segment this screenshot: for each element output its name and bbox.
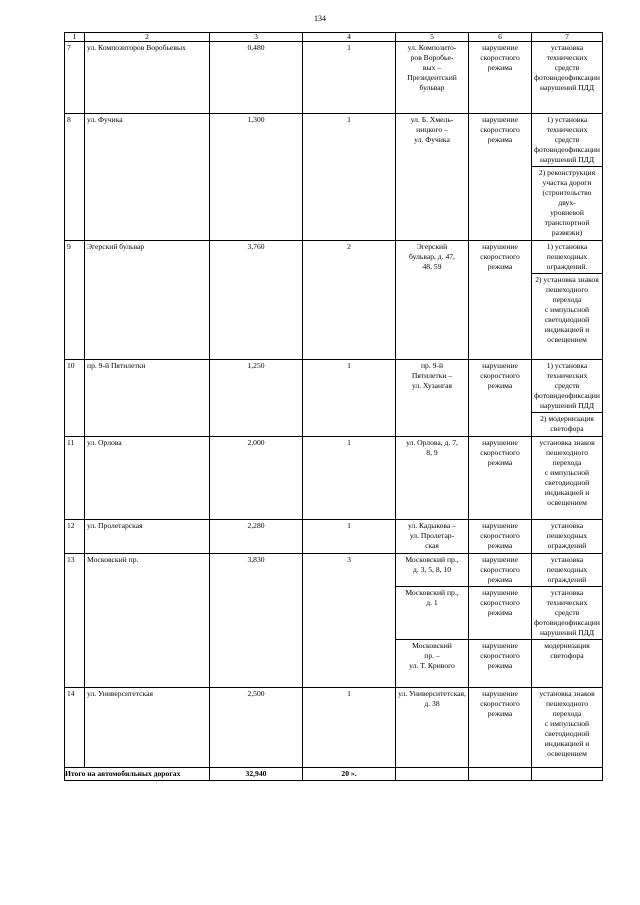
row-number-cell: 12 [65,520,85,554]
violation-cell: нарушение скоростного режима [469,437,532,520]
measure-cell: модернизация светофора [532,640,603,688]
header-cell: 6 [469,33,532,42]
table-row [65,554,603,587]
count-cell: 1 [303,360,396,437]
place-cell: ул. Орлова, д. 7, 8, 9 [396,437,469,520]
street-cell: Эгерский бульвар [85,241,210,360]
count-cell: 3 [303,554,396,688]
row-number-cell: 13 [65,554,85,688]
place-cell: ул. Б. Хмель- ницкого – ул. Фучика [396,114,469,241]
place-cell: пр. 9-й Пятилетки – ул. Хузангая [396,360,469,437]
table-row [65,42,603,114]
violation-cell: нарушение скоростного режима [469,640,532,688]
empty-cell [469,768,532,781]
table-row [65,437,603,520]
street-cell: ул. Университетская [85,688,210,768]
measure-cell: 2) установка знаков пешеходного перехода с импульсной светодиодной индикацией и освещением [532,274,603,360]
street-cell: пр. 9-й Пятилетки [85,360,210,437]
table-row [65,241,603,274]
place-cell: Эгерский бульвар, д. 47, 48, 59 [396,241,469,360]
street-cell: Московский пр. [85,554,210,688]
table-row [65,360,603,413]
total-count: 20 ». [303,768,396,781]
violation-cell: нарушение скоростного режима [469,114,532,241]
violation-cell: нарушение скоростного режима [469,42,532,114]
row-number-cell: 10 [65,360,85,437]
count-cell: 1 [303,688,396,768]
length-cell: 2,280 [210,520,303,554]
length-cell: 0,480 [210,42,303,114]
row-number-cell: 8 [65,114,85,241]
header-cell: 5 [396,33,469,42]
table-row [65,688,603,768]
row-number-cell: 9 [65,241,85,360]
violation-cell: нарушение скоростного режима [469,554,532,587]
measure-cell: установка технических средств фотовидеофиксации нарушений ПДД [532,42,603,114]
row-number-cell: 7 [65,42,85,114]
place-cell: ул. Композито- ров Воробье- вых – Президентский бульвар [396,42,469,114]
empty-cell [396,768,469,781]
count-cell: 1 [303,437,396,520]
count-cell: 1 [303,114,396,241]
page-number: 134 [314,14,326,23]
place-cell: Московский пр. – ул. Т. Кривого [396,640,469,688]
measure-cell: установка знаков пешеходного перехода с импульсной светодиодной индикацией и освещением [532,688,603,768]
header-cell: 1 [65,33,85,42]
place-cell: ул. Кадыкова – ул. Пролетар- ская [396,520,469,554]
street-cell: ул. Фучика [85,114,210,241]
count-cell: 1 [303,520,396,554]
count-cell: 1 [303,42,396,114]
violation-cell: нарушение скоростного режима [469,520,532,554]
header-cell: 3 [210,33,303,42]
measure-cell: установка пешеходных ограждений [532,554,603,587]
place-cell: ул. Университетская, д. 38 [396,688,469,768]
length-cell: 2,500 [210,688,303,768]
length-cell: 1,300 [210,114,303,241]
length-cell: 3,760 [210,241,303,360]
violation-cell: нарушение скоростного режима [469,688,532,768]
violation-cell: нарушение скоростного режима [469,587,532,640]
street-cell: ул. Композиторов Воробьевых [85,42,210,114]
length-cell: 3,830 [210,554,303,688]
measure-cell: 2) модернизация светофора [532,413,603,437]
violation-cell: нарушение скоростного режима [469,241,532,360]
street-cell: ул. Орлова [85,437,210,520]
total-label: Итого на автомобильных дорогах [65,768,210,781]
length-cell: 2,000 [210,437,303,520]
measure-cell: установка технических средств фотовидеофиксации нарушений ПДД [532,587,603,640]
measure-cell: установка пешеходных ограждений [532,520,603,554]
count-cell: 2 [303,241,396,360]
header-cell: 7 [532,33,603,42]
measure-cell: 1) установка пешеходных ограждений. [532,241,603,274]
header-cell: 2 [85,33,210,42]
street-cell: ул. Пролетарская [85,520,210,554]
violation-cell: нарушение скоростного режима [469,360,532,437]
total-length: 32,940 [210,768,303,781]
total-row [65,768,603,781]
empty-cell [532,768,603,781]
place-cell: Московский пр., д. 1 [396,587,469,640]
header-cell: 4 [303,33,396,42]
table-row [65,114,603,167]
length-cell: 1,250 [210,360,303,437]
place-cell: Московский пр., д. 3, 5, 8, 10 [396,554,469,587]
hazard-roads-table [64,32,603,781]
measure-cell: установка знаков пешеходного перехода с импульсной светодиодной индикацией и освещением [532,437,603,520]
row-number-cell: 11 [65,437,85,520]
row-number-cell: 14 [65,688,85,768]
measure-cell: 2) реконструкция участка дороги (строительство двух- уровневой транспортной развязки) [532,167,603,241]
table-row [65,520,603,554]
header-row [65,33,603,42]
measure-cell: 1) установка технических средств фотовидеофиксации нарушений ПДД [532,360,603,413]
measure-cell: 1) установка технических средств фотовидеофиксации нарушений ПДД [532,114,603,167]
